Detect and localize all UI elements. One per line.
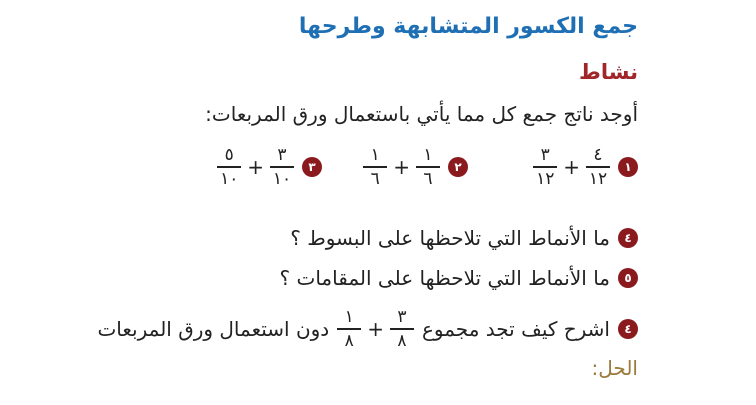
numerator: ٣ <box>397 307 407 327</box>
fraction <box>270 146 294 188</box>
question-text: ما الأنماط التي تلاحظها على المقامات ؟ <box>279 266 610 290</box>
solution-label: الحل: <box>591 356 638 380</box>
fraction <box>217 146 241 188</box>
fraction-sum <box>337 308 414 350</box>
problem-number-badge: ٣ <box>302 157 322 177</box>
problem-1 <box>533 146 638 188</box>
fraction-bar <box>363 166 387 168</box>
fraction-sum <box>217 146 294 188</box>
question-denominators <box>280 266 638 290</box>
numerator: ١ <box>370 145 380 165</box>
question-number-badge: ٤ <box>618 228 638 248</box>
numerator: ٣ <box>540 145 550 165</box>
numerator: ٣ <box>277 145 287 165</box>
fraction <box>586 146 610 188</box>
plus-operator: + <box>367 316 384 341</box>
activity-label: نشاط <box>579 60 638 84</box>
fraction-bar <box>270 166 294 168</box>
fraction-bar <box>416 166 440 168</box>
plus-operator: + <box>247 154 264 179</box>
fraction-bar <box>390 328 414 330</box>
explain-text-after: دون استعمال ورق المربعات <box>97 316 330 341</box>
question-number-badge: ٥ <box>618 268 638 288</box>
problem-3 <box>217 146 322 188</box>
plus-operator: + <box>563 154 580 179</box>
question-explain <box>97 308 638 350</box>
denominator: ٨ <box>344 330 354 351</box>
denominator: ٦ <box>423 168 433 189</box>
question-number-badge: ٤ <box>618 319 638 339</box>
denominator: ١٠ <box>220 168 239 189</box>
fraction-bar <box>217 166 241 168</box>
numerator: ١ <box>423 145 433 165</box>
denominator: ١٠ <box>272 168 292 189</box>
fraction-sum <box>363 146 440 188</box>
explain-text-before: اشرح كيف تجد مجموع <box>421 316 610 341</box>
lesson-title: جمع الكسور المتشابهة وطرحها <box>298 14 638 39</box>
denominator: ٨ <box>397 330 407 351</box>
instruction-text: أوجد ناتج جمع كل مما يأتي باستعمال ورق المربعات: <box>205 102 638 126</box>
fraction <box>533 146 557 188</box>
numerator: ٤ <box>593 145 603 165</box>
problem-2 <box>363 146 468 188</box>
question-numerators <box>290 226 638 250</box>
fraction <box>337 308 361 350</box>
numerator: ١ <box>344 307 354 327</box>
fraction <box>390 308 414 350</box>
numerator: ٥ <box>224 145 234 165</box>
fraction <box>363 146 387 188</box>
fraction-bar <box>337 328 361 330</box>
plus-operator: + <box>393 154 410 179</box>
fraction-bar <box>586 166 610 168</box>
fraction-bar <box>533 166 557 168</box>
denominator: ١٢ <box>536 168 555 189</box>
denominator: ٦ <box>370 168 380 189</box>
denominator: ١٢ <box>588 168 608 189</box>
problem-number-badge: ٢ <box>448 157 468 177</box>
fraction <box>416 146 440 188</box>
fraction-sum <box>533 146 610 188</box>
problem-number-badge: ١ <box>618 157 638 177</box>
question-text: ما الأنماط التي تلاحظها على البسوط ؟ <box>290 226 610 250</box>
